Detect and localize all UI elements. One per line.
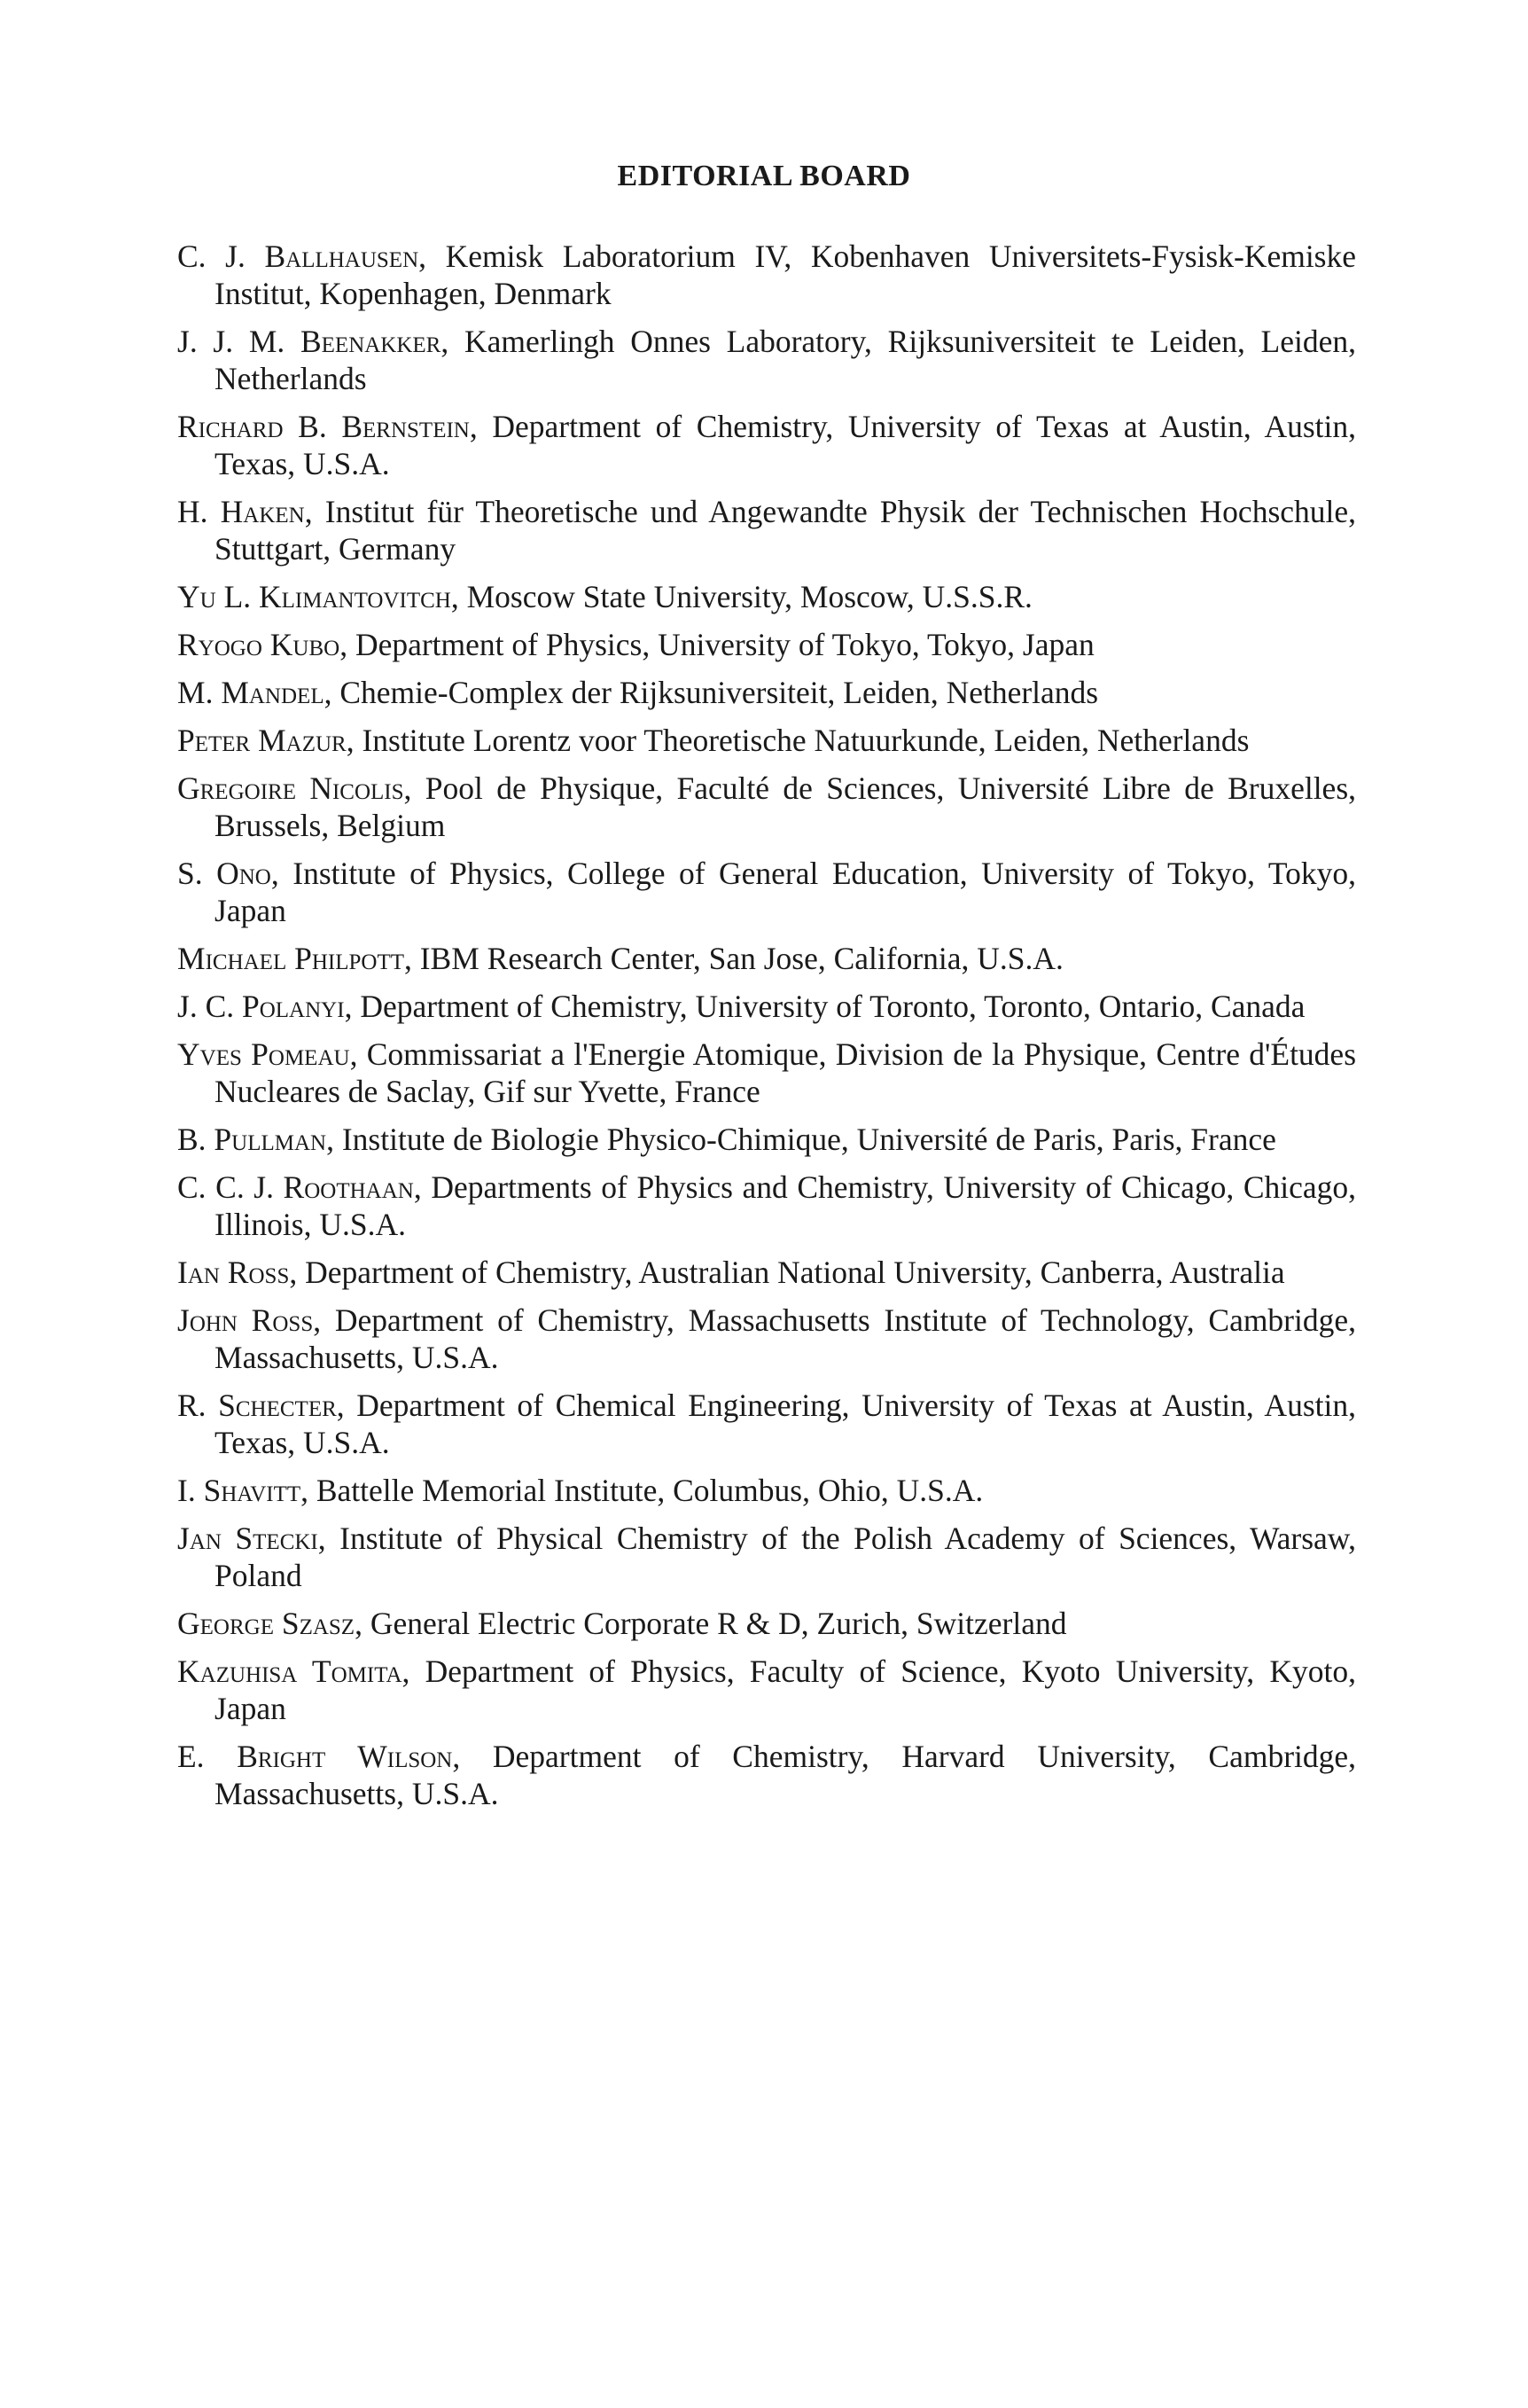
board-member-entry: Yu L. Klimantovitch, Moscow State University, Moscow, U.S.S.R. [177,579,1033,614]
board-member-entry: Ian Ross, Department of Chemistry, Australian National University, Canberra, Australia [177,1255,1285,1290]
board-member-entry: Jan Stecki, Institute of Physical Chemistry of the Polish Academy of Sciences, Warsaw, Poland [177,1521,1357,1593]
member-name: Jan Stecki [177,1521,318,1556]
board-member-entry: I. Shavitt, Battelle Memorial Institute, Columbus, Ohio, U.S.A. [177,1473,984,1508]
member-affiliation: Department of Chemistry, University of Texas at Austin, Austin, Texas, U.S.A. [214,409,1357,481]
member-affiliation: Department of Physics, University of Tokyo, Tokyo, Japan [355,627,1095,662]
member-name: I. Shavitt [177,1473,301,1508]
member-name: M. Mandel [177,675,324,710]
member-name: C. C. J. Roothaan [177,1169,414,1205]
member-name: J. J. M. Beenakker [177,324,441,359]
member-name: H. Haken [177,494,305,529]
board-member-entry: Yves Pomeau, Commissariat a l'Energie Atomique, Division de la Physique, Centre d'Études Nucleares de Saclay, Gif sur Yvette, France [177,1036,1357,1109]
member-affiliation: Department of Physics, Faculty of Science, Kyoto University, Kyoto, Japan [214,1654,1356,1726]
member-affiliation: Kamerlingh Onnes Laboratory, Rijksuniversiteit te Leiden, Leiden, Netherlands [214,324,1356,396]
member-affiliation: Battelle Memorial Institute, Columbus, Ohio, U.S.A. [316,1473,984,1508]
member-affiliation: IBM Research Center, San Jose, California, U.S.A. [419,941,1064,976]
board-member-entry: C. C. J. Roothaan, Departments of Physics and Chemistry, University of Chicago, Chicago, Illinois, U.S.A. [177,1169,1356,1242]
board-member-entry: Peter Mazur, Institute Lorentz voor Theoretische Natuurkunde, Leiden, Netherlands [177,723,1250,758]
board-member-entry: H. Haken, Institut für Theoretische und Angewandte Physik der Technischen Hochschule, Stuttgart, Germany [177,494,1357,567]
board-member-entry: J. C. Polanyi, Department of Chemistry, University of Toronto, Toronto, Ontario, Canada [177,989,1306,1024]
member-name: Kazuhisa Tomita [177,1654,402,1689]
board-member-entry: Michael Philpott, IBM Research Center, San Jose, California, U.S.A. [177,941,1064,976]
member-name: C. J. Ballhausen [177,238,419,274]
member-affiliation: Departments of Physics and Chemistry, University of Chicago, Chicago, Illinois, U.S.A. [214,1169,1356,1242]
member-name: John Ross [177,1302,314,1338]
board-member-entry: B. Pullman, Institute de Biologie Physico-Chimique, Université de Paris, Paris, France [177,1122,1276,1157]
member-affiliation: Chemie-Complex der Rijksuniversiteit, Leiden, Netherlands [339,675,1099,710]
member-affiliation: Institute of Physics, College of General Education, University of Tokyo, Tokyo, Japan [214,856,1356,928]
member-name: S. Ono [177,856,271,891]
board-member-entry: Richard B. Bernstein, Department of Chemistry, University of Texas at Austin, Austin, Texas, U.S.A. [177,409,1357,481]
member-name: Yves Pomeau [177,1036,350,1072]
member-affiliation: Department of Chemistry, Harvard University, Cambridge, Massachusetts, U.S.A. [214,1739,1357,1811]
member-name: R. Schecter [177,1388,337,1423]
board-member-entry: S. Ono, Institute of Physics, College of General Education, University of Tokyo, Tokyo, Japan [177,856,1356,928]
member-name: B. Pullman [177,1122,327,1157]
member-affiliation: Commissariat a l'Energie Atomique, Division de la Physique, Centre d'Études Nucleares de Saclay, Gif sur Yvette, France [214,1036,1357,1109]
member-affiliation: Pool de Physique, Faculté de Sciences, Université Libre de Bruxelles, Brussels, Belgium [214,770,1357,843]
member-affiliation: Department of Chemistry, Massachusetts Institute of Technology, Cambridge, Massachusetts, U.S.A. [214,1302,1357,1375]
member-affiliation: General Electric Corporate R & D, Zurich, Switzerland [370,1606,1067,1641]
board-member-entry: C. J. Ballhausen, Kemisk Laboratorium IV, Kobenhaven Universitets-Fysisk-Kemiske Institut, Kopenhagen, Denmark [177,238,1357,311]
member-name: Gregoire Nicolis [177,770,404,806]
board-member-entry: John Ross, Department of Chemistry, Massachusetts Institute of Technology, Cambridge, Massachusetts, U.S.A. [177,1302,1357,1375]
board-member-entry: Gregoire Nicolis, Pool de Physique, Faculté de Sciences, Université Libre de Bruxelles, Brussels, Belgium [177,770,1357,843]
member-name: Michael Philpott [177,941,404,976]
member-name: J. C. Polanyi [177,989,345,1024]
member-affiliation: Institute of Physical Chemistry of the Polish Academy of Sciences, Warsaw, Poland [214,1521,1357,1593]
member-name: Ryogo Kubo [177,627,340,662]
board-member-entry: George Szasz, General Electric Corporate R & D, Zurich, Switzerland [177,1606,1067,1641]
member-name: Yu L. Klimantovitch [177,579,451,614]
member-name: Peter Mazur [177,723,347,758]
board-member-entry: Kazuhisa Tomita, Department of Physics, Faculty of Science, Kyoto University, Kyoto, Japan [177,1654,1356,1726]
page-title: EDITORIAL BOARD [617,160,911,192]
board-member-entry: E. Bright Wilson, Department of Chemistry, Harvard University, Cambridge, Massachusetts, U.S.A. [177,1739,1357,1811]
member-affiliation: Institute Lorentz voor Theoretische Natuurkunde, Leiden, Netherlands [362,723,1250,758]
member-name: E. Bright Wilson [177,1739,453,1774]
member-affiliation: Institute de Biologie Physico-Chimique, Université de Paris, Paris, France [341,1122,1276,1157]
board-member-entry: M. Mandel, Chemie-Complex der Rijksuniversiteit, Leiden, Netherlands [177,675,1099,710]
member-name: George Szasz [177,1606,355,1641]
board-member-entry: Ryogo Kubo, Department of Physics, University of Tokyo, Tokyo, Japan [177,627,1095,662]
member-affiliation: Institut für Theoretische und Angewandte Physik der Technischen Hochschule, Stuttgart, Germany [214,494,1357,567]
board-member-entry: R. Schecter, Department of Chemical Engineering, University of Texas at Austin, Austin, Texas, U.S.A. [177,1388,1356,1460]
board-member-entry: J. J. M. Beenakker, Kamerlingh Onnes Laboratory, Rijksuniversiteit te Leiden, Leiden, Netherlands [177,324,1356,396]
editorial-board-list [177,238,1356,1823]
member-name: Ian Ross [177,1255,290,1290]
member-affiliation: Kemisk Laboratorium IV, Kobenhaven Universitets-Fysisk-Kemiske Institut, Kopenhagen, Denmark [214,238,1357,311]
member-affiliation: Department of Chemical Engineering, University of Texas at Austin, Austin, Texas, U.S.A. [214,1388,1356,1460]
member-affiliation: Moscow State University, Moscow, U.S.S.R. [466,579,1033,614]
member-affiliation: Department of Chemistry, Australian National University, Canberra, Australia [305,1255,1285,1290]
member-name: Richard B. Bernstein [177,409,470,444]
member-affiliation: Department of Chemistry, University of Toronto, Toronto, Ontario, Canada [360,989,1306,1024]
